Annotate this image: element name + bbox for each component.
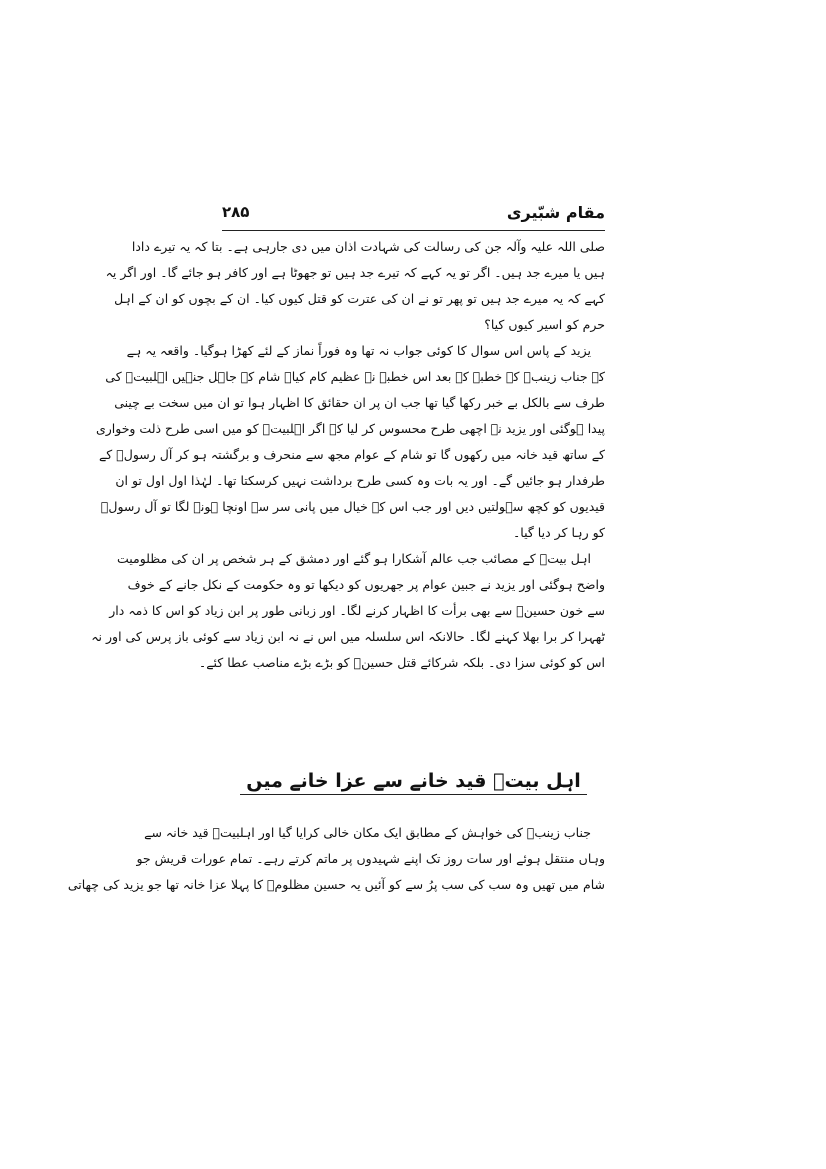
text-line: شام میں تھیں وہ سب کی سب پرُ سے کو آئیں یہ حسین مظلومؑ کا پہلا عزا خانہ تھا جو یزید کی چھاتی [67,877,605,892]
paragraph-3 [91,546,605,676]
text-line: کے ساتھ قید خانہ میں رکھوں گا تو شام کے عوام مجھ سے منحرف و برگشتہ ہو کر آل رسولؐ کے [98,447,605,462]
text-line: قیدیوں کو کچھ سہولتیں دیں اور جب اس کے خیال میں پانی سر سے اونچا ہونے لگا تو آل رسولؐ [100,499,605,514]
text-line: اس کو کوئی سزا دی۔ بلکہ شرکائے قتل حسینؑ کو بڑے بڑے مناصب عطا کئے۔ [198,655,605,670]
running-title: مقام شبّیری [506,203,605,222]
paragraph-1 [105,234,605,338]
text-line: جناب زینبؑ کی خواہش کے مطابق ایک مکان خالی کرایا گیا اور اہلبیتؑ قید خانہ سے [144,825,591,840]
text-line: طرف سے بالکل بے خبر رکھا گیا تھا جب ان پر ان حقائق کا اظہار ہوا تو ان میں سخت بے چینی [114,395,605,410]
text-line: کہے کہ یہ میرے جد ہیں تو پھر تو نے ان کی عترت کو قتل کیوں کیا۔ ان کے بچوں کو ان کے اہل [114,291,605,306]
section-heading-text: اہل بیتؑ قید خانے سے عزا خانے میں [240,770,586,795]
paragraph-2 [95,338,605,546]
text-line: سے خون حسینؑ سے بھی برأت کا اظہار کرنے لگا۔ اور زبانی طور پر ابن زیاد کو اس کا ذمہ دار [109,603,605,618]
section-paragraph [67,820,605,898]
text-line: اہل بیتؑ کے مصائب جب عالم آشکارا ہو گئے اور دمشق کے ہر شخص پر ان کی مظلومیت [116,551,591,566]
page-header [222,203,605,227]
header-rule [222,230,605,231]
text-line: کہ جناب زینبؑ کے خطبہ کے بعد اس خطبہ نے عظیم کام کیا۔ شام کے جاہل جنہیں اہلبیتؑ کی [105,369,605,384]
text-line: وہاں منتقل ہوئے اور سات روز تک اپنے شہیدوں پر ماتم کرتے رہے۔ تمام عورات قریش جو [136,851,605,866]
text-line: ٹھہرا کر برا بھلا کہنے لگا۔ حالانکہ اس سلسلہ میں اس نے نہ ابن زیاد سے کوئی باز پرس کی اور نہ [91,629,605,644]
text-line: طرفدار ہو جائیں گے۔ اور یہ بات وہ کسی طرح برداشت نہیں کرسکتا تھا۔ لہٰذا اول اول تو ان [115,473,605,488]
text-line: واضح ہوگئی اور یزید نے جبین عوام پر جھریوں کو دیکھا تو وہ حکومت کے نکل جانے کے خوف [127,577,605,592]
text-line: یزید کے پاس اس سوال کا کوئی جواب نہ تھا وہ فوراً نماز کے لئے کھڑا ہوگیا۔ واقعہ یہ ہے [126,343,591,358]
text-line: ہیں یا میرے جد ہیں۔ اگر تو یہ کہے کہ تیرے جد ہیں تو جھوٹا ہے اور کافر ہو جائے گا۔ اور اگر یہ [105,265,605,280]
text-line: پیدا ہوگئی اور یزید نے اچھی طرح محسوس کر لیا کہ اگر اہلبیتؑ کو میں اسی طرح ذلت وخواری [95,421,605,436]
text-line: کو رہا کر دیا گیا۔ [512,525,605,540]
section-heading [222,770,605,795]
text-line: حرم کو اسیر کیوں کیا؟ [484,317,605,332]
page-number: ۲۸۵ [222,203,250,221]
text-line: صلی اللہ علیہ وآلہ جن کی رسالت کی شہادت اذان میں دی جارہی ہے۔ بتا کہ یہ تیرے دادا [131,239,605,254]
